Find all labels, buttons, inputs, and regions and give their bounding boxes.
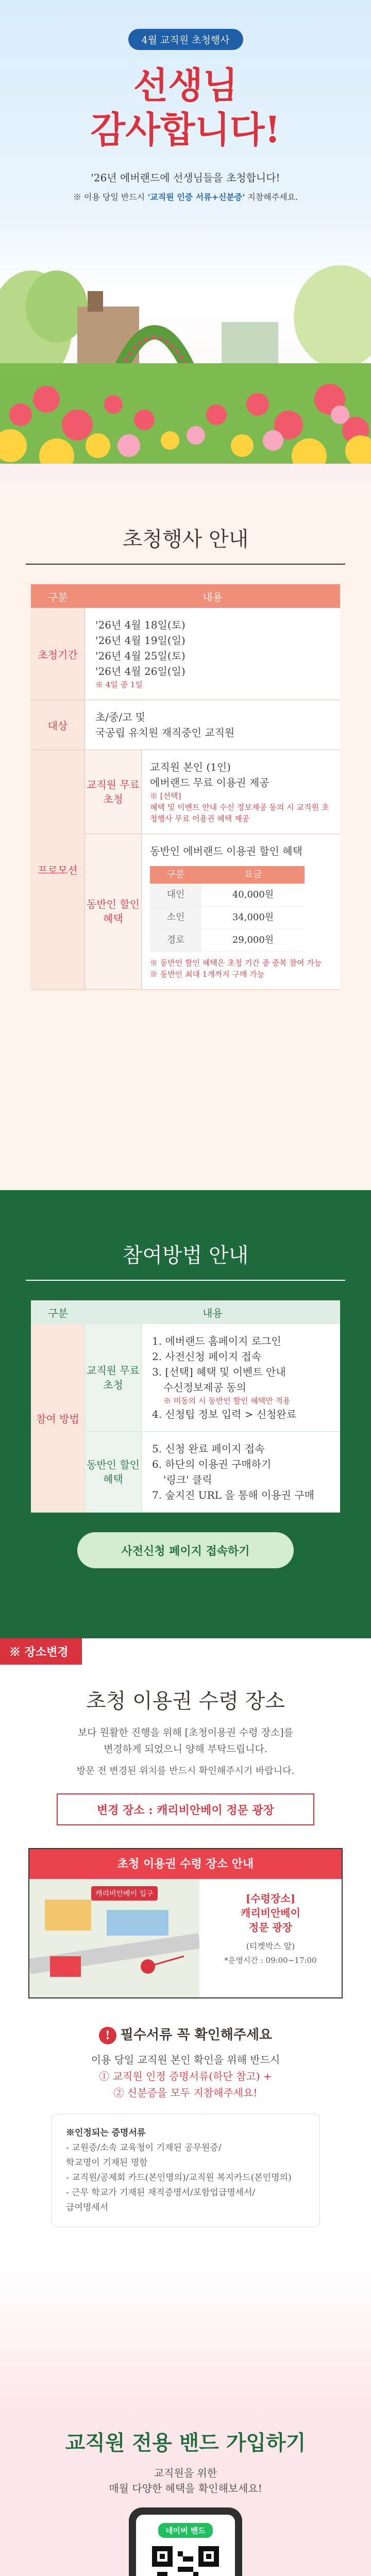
companion-steps: 5. 신청 완료 페이지 접속 6. 하단의 이용권 구매하기 '링크' 클릭 7. 숲지진 URL 을 통해 이용권 구매 xyxy=(152,1443,314,1501)
free-invite-row: 교직원 무료 초청 교직원 본인 (1인) 에버랜드 무료 이용권 제공 ※ [선택] 혜택 및 이벤트 안내 수신 정보제공 동의 시 교직원 초청행사 무료 이용권 혜택 제공 xyxy=(85,750,340,834)
hero-title-line1: 선생님 xyxy=(133,64,238,107)
hero-subtitle: '26년 에버랜드에 선생님들을 초청합니다! xyxy=(91,172,280,184)
hero-section xyxy=(0,0,371,482)
event-badge: 4월 교직원 초청행사 xyxy=(128,29,243,50)
band-section: 교직원 전용 밴드 가입하기 교직원을 위한 매월 다양한 혜택을 확인해보세요! 네이버 밴드 xyxy=(0,2414,371,2576)
pickup-place-section: ※ 장소변경 초청 이용권 수령 장소 보다 원활한 진행을 위해 [초청이용권 수령 장소]를 변경하게 되었으니 양해 부탁드립니다. 방문 전 변경된 위치를 반드시 확인해주시기 바랍니다. 변경 장소 : 캐리비안베이 정문 광장 초청 이용권 수령 장소 안내 캐리비안베이 입구 [수령장소] 캐리비안베이 정문 광장 (티켓박스 앞) *운영시간 : 09:00~17:00 ! 필수서류 꼭 확인해주세요 이용 당일 교직원 본인 확인을 위해 반드시 ① 교직원 인정 증명서류(하단 참고) + ② 신분증을 모두 지참해주세요! ※인정되는 증명서류 - 교원증/소속 교육청이 기재된 공무원증/ 학교명이 기재된 명함 - 교직원/공제회 카드(본인명의)/교직원 복지카드(본인명의) - 근무 학교가 기재된 재직증명서/포함업급명세서/ 급여명세서 xyxy=(0,1638,371,2414)
place-info: [수령장소] 캐리비안베이 정문 광장 (티켓박스 앞) *운영시간 : 09:00~17:00 xyxy=(224,1892,317,1965)
map-card xyxy=(28,1848,343,1998)
phone-illustration xyxy=(129,2507,242,2576)
map-label: 캐리비안베이 입구 xyxy=(91,1886,158,1901)
alert-icon: ! xyxy=(99,2027,116,2044)
companion-discount-row: 동반인 할인혜택 동반인 에버랜드 이용권 할인 혜택 구분 요금 대인 40,000원 소인 34,000원 경로 29,000원 ※ 동반인 할인 혜택은 초청 기간 중 중복 참여 가능 ※ 동반인 최대 1개까지 구매 가능 xyxy=(85,834,340,989)
table-row-period: 초청기간 '26년 4월 18일(토) '26년 4월 19일(일) '26년 4월 25일(토) '26년 4월 26일(일) ※ 4일 중 1일 xyxy=(31,608,340,700)
join-table: 구분 내용 참여 방법 교직원 무료 초청 1. 에버랜드 홈페이지 로그인 2. 사전신청 페이지 접속 3. [선택] 혜택 및 이벤트 안내 수신정보제공 동의 ※ 미동의 시 동반인 할인 혜택만 적용 4. 신청팁 정보 입력 > 신청완료 동반인 할인 혜택 5. 신청 완료 페이지 접속 6. 하단의 이용권 구매하기 '링크' 클릭 7. 숲지진 URL 을 통해 이용권 구매 xyxy=(31,1300,340,1513)
table-row: 소인 34,000원 xyxy=(150,906,305,929)
section-title: 초청 이용권 수령 장소 xyxy=(86,1689,285,1713)
row-label: 프로모션 xyxy=(31,750,85,989)
join-method-section xyxy=(0,1190,371,1638)
row-label: 초청기간 xyxy=(31,608,85,700)
event-table xyxy=(31,584,340,990)
map-title: 초청 이용권 수령 장소 안내 xyxy=(29,1849,342,1879)
hero-title-line2: 감사합니다! xyxy=(90,108,281,151)
price-table: 구분 요금 대인 40,000원 소인 34,000원 경로 29,000원 xyxy=(150,866,305,952)
band-badge: 네이버 밴드 xyxy=(158,2523,213,2538)
section-title: 교직원 전용 밴드 가입하기 xyxy=(65,2431,306,2455)
qr-code-icon[interactable] xyxy=(152,2546,219,2576)
hero-note: ※ 이용 당일 반드시 '교직원 인증 서류+신분증' 지참해주세요. xyxy=(73,192,298,202)
changed-place-box: 변경 장소 : 캐리비안베이 정문 광장 xyxy=(57,1793,314,1825)
section-title: 초청행사 안내 xyxy=(122,528,249,551)
table-row: 경로 29,000원 xyxy=(150,929,305,952)
table-row-target: 대상 초/중/고 및 국공립 유치원 재직중인 교직원 xyxy=(31,700,340,750)
required-docs-notice: ! 필수서류 꼭 확인해주세요 이용 당일 교직원 본인 확인을 위해 반드시 ① 교직원 인정 증명서류(하단 참고) + ② 신분증을 모두 지참해주세요! xyxy=(91,2027,280,2099)
title-underline xyxy=(26,1280,345,1281)
row-label: 참여 방법 xyxy=(31,1324,85,1512)
table-header: 구분 내용 xyxy=(31,1300,340,1324)
table-row-promotion xyxy=(31,750,340,990)
place-change-tag: ※ 장소변경 xyxy=(0,1638,82,1665)
pre-register-button[interactable]: 사전신청 페이지 접속하기 xyxy=(77,1532,294,1568)
hero-title xyxy=(0,63,371,152)
tulip-illustration xyxy=(0,260,371,482)
table-header: 구분 내용 xyxy=(31,584,340,608)
table-row: 대인 40,000원 xyxy=(150,884,305,906)
map-image xyxy=(29,1879,199,1997)
row-label: 대상 xyxy=(31,700,85,750)
event-info-section xyxy=(0,482,371,1190)
section-title: 참여방법 안내 xyxy=(122,1244,249,1267)
free-steps: 1. 에버랜드 홈페이지 로그인 2. 사전신청 페이지 접속 3. [선택] 혜택 및 이벤트 안내 수신정보제공 동의 ※ 미동의 시 동반인 할인 혜택만 적용 4. 신청팁 정보 입력 > 신청완료 xyxy=(152,1335,297,1420)
title-underline xyxy=(26,564,345,565)
accepted-docs-box: ※인정되는 증명서류 - 교원증/소속 교육청이 기재된 공무원증/ 학교명이 기재된 명함 - 교직원/공제회 카드(본인명의)/교직원 복지카드(본인명의) - 근무 학교가 기재된 재직증명서/포함업급명세서/ 급여명세서 xyxy=(52,2114,319,2227)
